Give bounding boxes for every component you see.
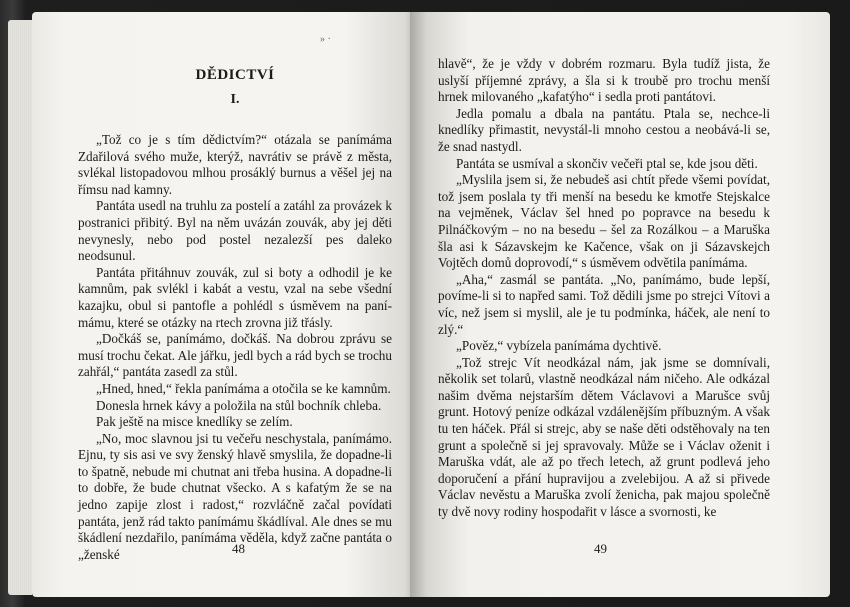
paragraph: „Tož strejc Vít neodkázal nám, jak jsme se domnívali, několik set tolarů, vlastně neodkázal nám ničeho. Ale odkázal našim dvěma nejstarším dětem Václavovi a Marušce svůj grunt. Hotový peníze odkázal vzdálenějším příbuzným. A však tu ten háček. Přál si strejc, aby se naše děti odstěhovaly na ten grunt a společně si jej spravovaly. Může se i Václav oženit i Maruška vdát, ale až po třech letech, až grunt podlevá jeho doporučení a přání hupravijou a zvelebijou. A až si přivede Václav nevěstu a Maruška zvolí ženicha, pak majou společně ty dvě novy rodiny hospodařit v lásce a svornosti, ke (438, 354, 770, 520)
chapter-title: DĚDICTVÍ (195, 67, 275, 83)
paragraph: Pantáta přitáhnuv zouvák, zul si boty a odhodil je ke kamnům, pak svlékl i kabát a vestu, vzal na sebe všední kazajku, obul si pantofle a pohlédl s úsměvem na panímámu, které se otázky na rtech zrovna již třásly. (78, 264, 392, 330)
printer-marks: » · (320, 34, 331, 45)
right-page-text (438, 56, 770, 521)
page-number-right: 49 (594, 541, 607, 556)
paragraph: „Myslila jsem si, že nebudeš asi chtít přede všemi povídat, tož jsem poslala ty tři menší na besedu ke kmotře Stejskalce na vejměnek, Václav šel hned po popravce na besedu k Pilnáčkovým – no na besedu – šel za Rozálkou – a Maruška šla asi k Sázavskejm ke Kačence, však on ji Sázavskejch Vojtěch domů doprovodí,“ s úsměvem odvětila panímáma. (438, 172, 770, 271)
chapter-number: I. (230, 92, 240, 107)
paragraph: Pantáta usedl na truhlu za postelí a zatáhl za provázek k postranici přibitý. Byl na něm uvázán zouvák, aby jej děti nevynesly, nebo pod postel nezalezší pes daleko neodsunul. (78, 198, 392, 264)
paragraph: Pak ještě na misce knedlíky se zelím. (96, 414, 293, 430)
paragraph: „Tož co je s tím dědictvím?“ otázala se panímáma Zdařilová svého muže, kterýž, navrátiv se právě z města, svlékal listopadovou mlhou prosáklý burnus a věšel jej na římsu nad kamny. (78, 132, 392, 197)
left-page-text (78, 132, 392, 563)
page-stack-edge (8, 20, 32, 595)
paragraph: Jedla pomalu a dbala na pantátu. Ptala se, nechce-li knedlíky přimastit, nevystál-li mnoho cestou a neobává-li se, že snad nastydl. (438, 105, 770, 154)
paragraph: Donesla hrnek kávy a položila na stůl bochník chleba. (96, 397, 382, 413)
paragraph: „No, moc slavnou jsi tu večeřu neschystala, panímámo. Ejnu, ty sis asi ve svy ženský hlavě smyslila, že dopadne-li to špatně, nebude mi chutnat ani třeba husina. A dopadne-li to dobře, že bude chutnat všecko. A s kafatým že se na jedno zapije zlost i radost,“ rozvláčně začal povídati pantáta, jenž rád takto panímámu škádlíval. Ale dnes se mu škádlení nezdařilo, panímáma věděla, když začne pantáta o „ženské (78, 430, 392, 562)
paragraph: „Hned, hned,“ řekla panímáma a otočila se ke kamnům. (96, 380, 391, 396)
left-page (32, 12, 422, 597)
paragraph: „Aha,“ zasmál se pantáta. „No, panímámo, bude lepší, povíme-li si to napřed sami. Tož dědili jsme po strejci Vítovi a víc, než jsem si myslil, ale je tu podmínka, háček, ale není to zlý.“ (438, 271, 770, 337)
paragraph: Pantáta se usmíval a skončiv večeři ptal se, kde jsou děti. (456, 155, 758, 171)
paragraph: „Pověz,“ vybízela panímáma dychtivě. (456, 338, 662, 354)
right-page (410, 12, 830, 597)
paragraph: „Dočkáš se, panímámo, dočkáš. Na dobrou zprávu se musí trochu čekat. Ale jářku, jedl bych a rád bych se trochu zahřál,“ pantáta zasedl za stůl. (78, 331, 392, 380)
paragraph-continuation: hlavě“, že je vždy v dobrém rozmaru. Byla tudíž jista, že uslyší příjemné zprávy, a šla si k troubě pro trochu menší hrnek milovaného „kafatýho“ i sedla proti pantátovi. (438, 56, 770, 105)
page-number-left: 48 (232, 541, 245, 556)
